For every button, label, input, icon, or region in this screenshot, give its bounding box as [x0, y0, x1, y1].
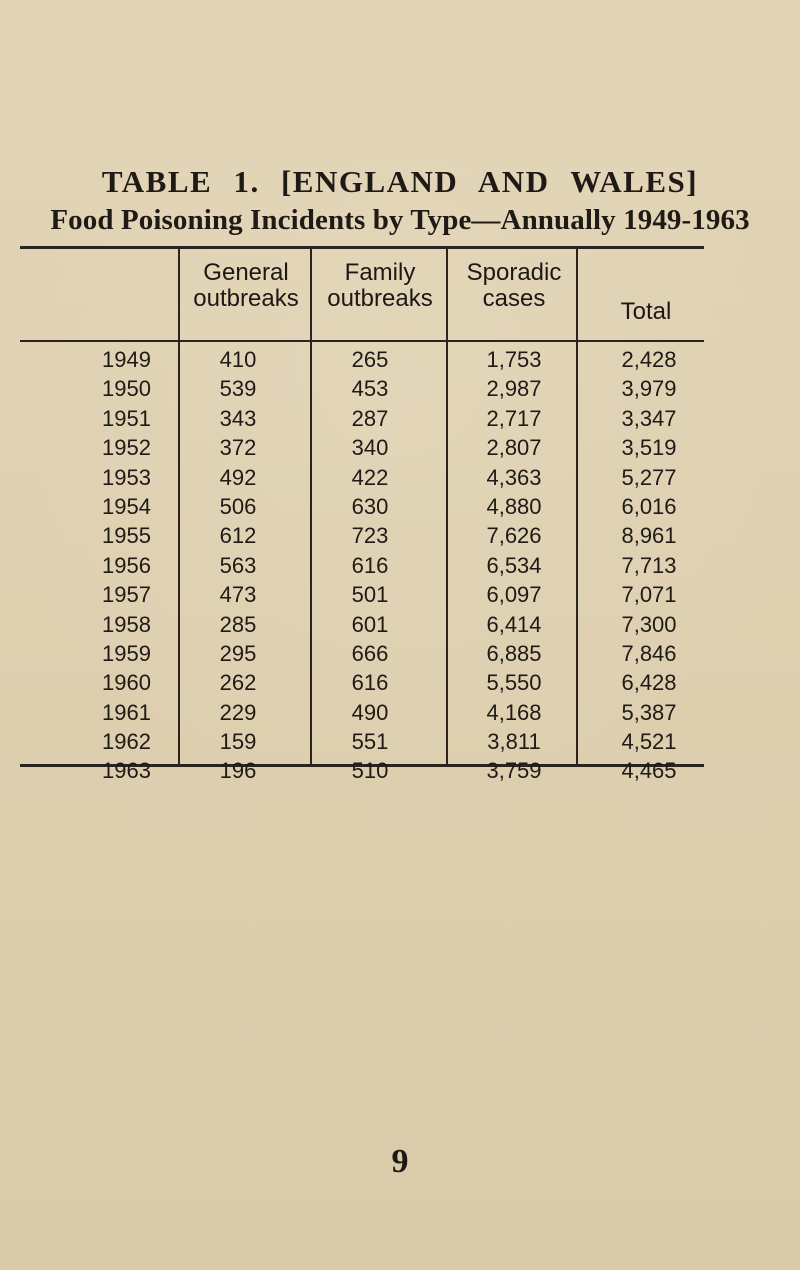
- family-outbreaks-cell: 287: [351, 405, 389, 431]
- general-outbreaks-cell: 343: [219, 405, 257, 431]
- year-cell: 1954: [102, 493, 151, 519]
- table-subtitle: Food Poisoning Incidents by Type—Annually 1949-1963: [50, 204, 750, 236]
- total-cell: 4,521: [621, 729, 677, 755]
- total-cell: 5,387: [621, 699, 677, 725]
- table-row: [0, 668, 800, 697]
- general-outbreaks-cell: 229: [219, 699, 257, 725]
- sporadic-cases-cell: 4,363: [486, 464, 542, 490]
- top-rule: [20, 246, 704, 249]
- header-family-line-1: Family: [344, 259, 416, 286]
- family-outbreaks-cell: 501: [351, 582, 389, 608]
- year-cell: 1961: [102, 699, 151, 725]
- general-outbreaks-cell: 285: [219, 611, 257, 637]
- page-number: 9: [391, 1143, 409, 1180]
- family-outbreaks-cell: 630: [351, 493, 389, 519]
- header-family-outbreaks: [316, 260, 444, 332]
- year-cell: 1956: [102, 552, 151, 578]
- general-outbreaks-cell: 563: [219, 552, 257, 578]
- family-outbreaks-cell: 666: [351, 640, 389, 666]
- family-outbreaks-cell: 616: [351, 552, 389, 578]
- family-outbreaks-cell: 490: [351, 699, 389, 725]
- table-row: [0, 610, 800, 639]
- table-title: TABLE 1. [ENGLAND AND WALES]: [101, 164, 699, 199]
- total-cell: 3,347: [621, 405, 677, 431]
- table-row: [0, 433, 800, 462]
- header-sporadic-line-2: cases: [482, 284, 546, 312]
- sporadic-cases-cell: 4,880: [486, 493, 542, 519]
- general-outbreaks-cell: 492: [219, 464, 257, 490]
- table-row: [0, 551, 800, 580]
- family-outbreaks-cell: 551: [351, 729, 389, 755]
- year-cell: 1955: [102, 523, 151, 549]
- table-row: [0, 404, 800, 433]
- total-cell: 2,428: [621, 347, 677, 372]
- table-row: [0, 374, 800, 403]
- table-body: [0, 345, 800, 786]
- table-row: [0, 345, 800, 374]
- total-cell: 5,277: [621, 464, 677, 490]
- total-cell: 6,016: [621, 493, 677, 519]
- total-cell: 7,713: [621, 552, 677, 578]
- header-general-line-1: General: [203, 259, 289, 286]
- general-outbreaks-cell: 410: [219, 347, 257, 372]
- table-row: [0, 756, 800, 785]
- year-cell: 1958: [102, 611, 151, 637]
- year-cell: 1952: [102, 435, 151, 461]
- total-cell: 7,071: [621, 582, 677, 608]
- general-outbreaks-cell: 159: [219, 729, 257, 755]
- header-family-line-2: outbreaks: [327, 284, 433, 312]
- family-outbreaks-cell: 616: [351, 670, 389, 696]
- header-sporadic-cases: [452, 260, 576, 332]
- sporadic-cases-cell: 7,626: [486, 523, 542, 549]
- header-general-line-2: outbreaks: [193, 284, 299, 312]
- sporadic-cases-cell: 2,987: [486, 376, 542, 402]
- year-cell: 1960: [102, 670, 151, 696]
- total-cell: 6,428: [621, 670, 677, 696]
- general-outbreaks-cell: 295: [219, 640, 257, 666]
- sporadic-cases-cell: 2,807: [486, 435, 542, 461]
- table-row: [0, 580, 800, 609]
- total-cell: 7,846: [621, 640, 677, 666]
- general-outbreaks-cell: 473: [219, 582, 257, 608]
- general-outbreaks-cell: 262: [219, 670, 257, 696]
- general-outbreaks-cell: 372: [219, 435, 257, 461]
- sporadic-cases-cell: 2,717: [486, 405, 542, 431]
- year-cell: 1959: [102, 640, 151, 666]
- total-cell: 8,961: [621, 523, 677, 549]
- family-outbreaks-cell: 340: [351, 435, 389, 461]
- year-cell: 1950: [102, 376, 151, 402]
- sporadic-cases-cell: 3,759: [486, 758, 542, 784]
- total-cell: 7,300: [621, 611, 677, 637]
- general-outbreaks-cell: 196: [219, 758, 257, 784]
- family-outbreaks-cell: 601: [351, 611, 389, 637]
- year-cell: 1957: [102, 582, 151, 608]
- year-cell: 1962: [102, 729, 151, 755]
- family-outbreaks-cell: 422: [351, 464, 389, 490]
- general-outbreaks-cell: 612: [219, 523, 257, 549]
- sporadic-cases-cell: 3,811: [487, 729, 541, 755]
- general-outbreaks-cell: 506: [219, 493, 257, 519]
- family-outbreaks-cell: 723: [351, 523, 389, 549]
- family-outbreaks-cell: 265: [351, 347, 389, 372]
- sporadic-cases-cell: 6,885: [486, 640, 542, 666]
- family-outbreaks-cell: 453: [351, 376, 389, 402]
- year-cell: 1953: [102, 464, 151, 490]
- table-row: [0, 521, 800, 550]
- year-cell: 1963: [102, 758, 151, 784]
- sporadic-cases-cell: 6,534: [486, 552, 542, 578]
- header-general-outbreaks: [186, 260, 306, 332]
- sporadic-cases-cell: 1,753: [486, 347, 542, 372]
- year-cell: 1951: [102, 405, 151, 431]
- table-row: [0, 463, 800, 492]
- table-row: [0, 727, 800, 756]
- sporadic-cases-cell: 4,168: [486, 699, 542, 725]
- total-cell: 4,465: [621, 758, 677, 784]
- header-sporadic-line-1: Sporadic: [466, 259, 562, 286]
- family-outbreaks-cell: 510: [351, 758, 389, 784]
- header-total: Total: [620, 298, 672, 325]
- table-row: [0, 492, 800, 521]
- general-outbreaks-cell: 539: [219, 376, 257, 402]
- sporadic-cases-cell: 5,550: [486, 670, 542, 696]
- total-cell: 3,519: [621, 435, 677, 461]
- total-cell: 3,979: [621, 376, 677, 402]
- year-cell: 1949: [102, 347, 151, 372]
- sporadic-cases-cell: 6,414: [486, 611, 542, 637]
- table-row: [0, 698, 800, 727]
- sporadic-cases-cell: 6,097: [486, 582, 542, 608]
- table-row: [0, 639, 800, 668]
